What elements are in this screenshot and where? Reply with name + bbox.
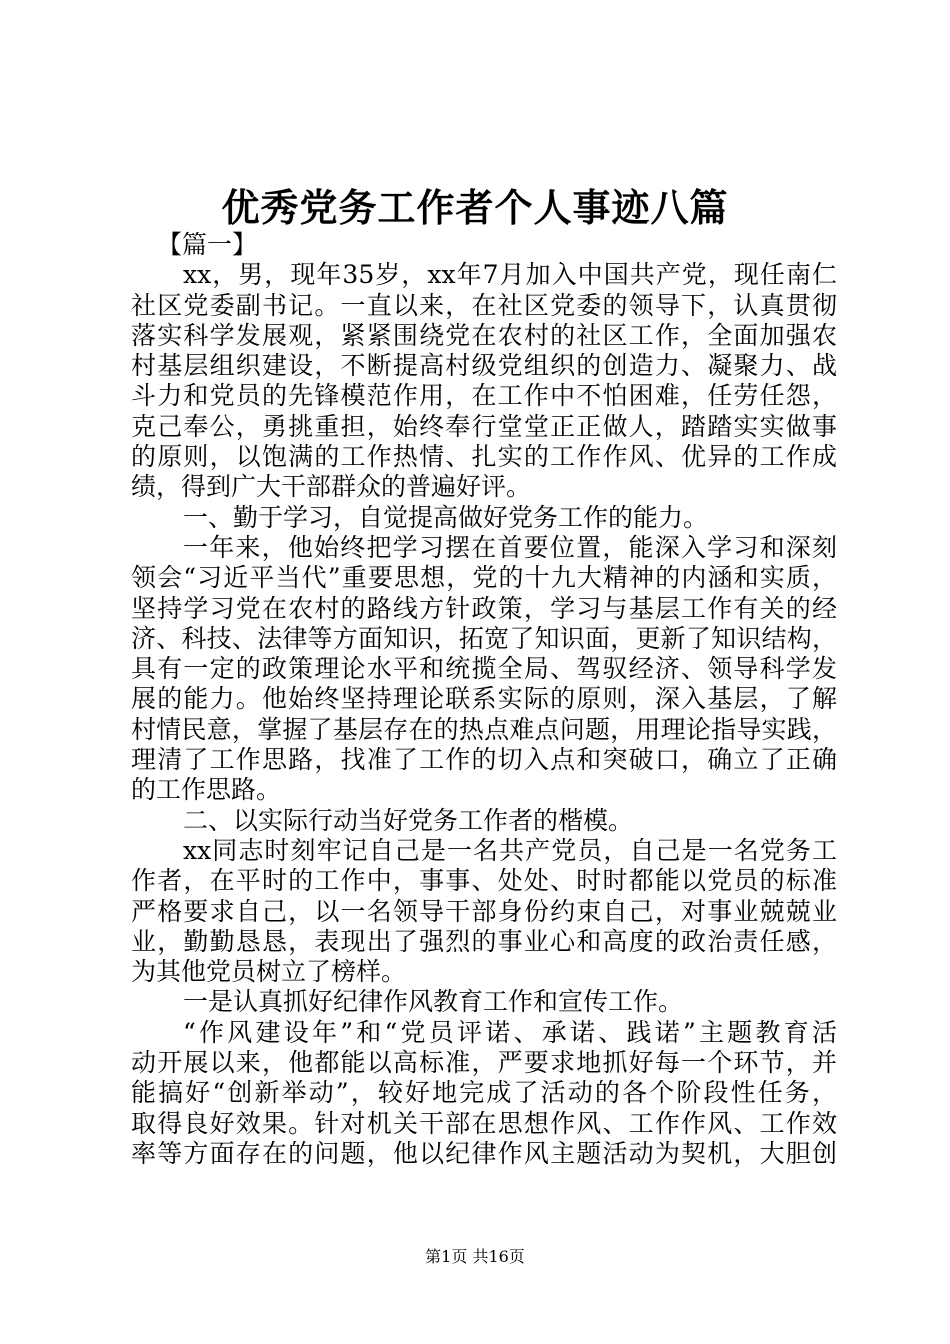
paragraph-line: 一年来，他始终把学习摆在首要位置，能深入学习和深刻 [183,532,837,562]
paragraph-line: 克己奉公，勇挑重担，始终奉行堂堂正正做人，踏踏实实做事 [131,411,837,441]
paragraph-line: 社区党委副书记。一直以来，在社区党委的领导下，认真贯彻 [131,290,837,320]
paragraph-line: 坚持学习党在农村的路线方针政策，学习与基层工作有关的经 [131,593,837,623]
paragraph-line: 为其他党员树立了榜样。 [131,957,407,987]
paragraph-line: 理清了工作思路，找准了工作的切入点和突破口，确立了正确 [131,745,837,775]
paragraph [131,260,837,502]
paragraphs [131,260,837,1169]
paragraph-line: 斗力和党员的先锋模范作用，在工作中不怕困难，任劳任怨， [131,381,837,411]
paragraph [131,836,837,987]
paragraph-line: 动开展以来，他都能以高标准，严要求地抓好每一个环节，并 [131,1048,837,1078]
paragraph-line: 具有一定的政策理论水平和统揽全局、驾驭经济、领导科学发 [131,654,837,684]
document-title: 优秀党务工作者个人事迹八篇 [221,185,729,230]
paragraph-line: xx同志时刻牢记自己是一名共产党员，自己是一名党务工 [183,835,837,865]
paragraph-line: 济、科技、法律等方面知识，拓宽了知识面，更新了知识结构， [131,623,837,653]
page-footer: 第1页 共16页 [425,1247,525,1266]
paragraph-line: 二、以实际行动当好党务工作者的楷模。 [183,805,634,835]
paragraph-line: 一、勤于学习，自觉提高做好党务工作的能力。 [183,502,709,532]
paragraph [131,533,837,806]
paragraph-line: 的工作思路。 [131,775,282,805]
paragraph-line: 领会“习近平当代”重要思想，党的十九大精神的内涵和实质， [131,563,837,593]
section-label: 【篇一】 [157,230,258,259]
paragraph [131,503,837,533]
paragraph-line: 能搞好“创新举动”，较好地完成了活动的各个阶段性任务， [131,1078,837,1108]
paragraph-line: 作者，在平时的工作中，事事、处处、时时都能以党员的标准 [131,866,837,896]
paragraph [131,1018,837,1169]
paragraph-line: 展的能力。他始终坚持理论联系实际的原则，深入基层，了解 [131,684,837,714]
paragraph [131,806,837,836]
paragraph-line: 取得良好效果。针对机关干部在思想作风、工作作风、工作效 [131,1108,837,1138]
paragraph-line: 绩，得到广大干部群众的普遍好评。 [131,472,532,502]
paragraph-line: 业，勤勤恳恳，表现出了强烈的事业心和高度的政治责任感， [131,926,837,956]
paragraph-line: 村基层组织建设，不断提高村级党组织的创造力、凝聚力、战 [131,351,837,381]
paragraph-line: xx，男，现年35岁，xx年7月加入中国共产党，现任南仁 [183,260,837,290]
paragraph-line: 严格要求自己，以一名领导干部身份约束自己，对事业兢兢业 [131,896,837,926]
paragraph-line: 率等方面存在的问题，他以纪律作风主题活动为契机，大胆创 [131,1138,837,1168]
paragraph [131,987,837,1017]
document-body [131,230,837,1169]
paragraph-line: “作风建设年”和“党员评诺、承诺、践诺”主题教育活 [183,1017,837,1047]
paragraph-line: 村情民意，掌握了基层存在的热点难点问题，用理论指导实践， [131,714,837,744]
paragraph-line: 一是认真抓好纪律作风教育工作和宣传工作。 [183,987,684,1017]
paragraph-line: 的原则，以饱满的工作热情、扎实的工作作风、优异的工作成 [131,442,837,472]
paragraph-line: 落实科学发展观，紧紧围绕党在农村的社区工作，全面加强农 [131,320,837,350]
